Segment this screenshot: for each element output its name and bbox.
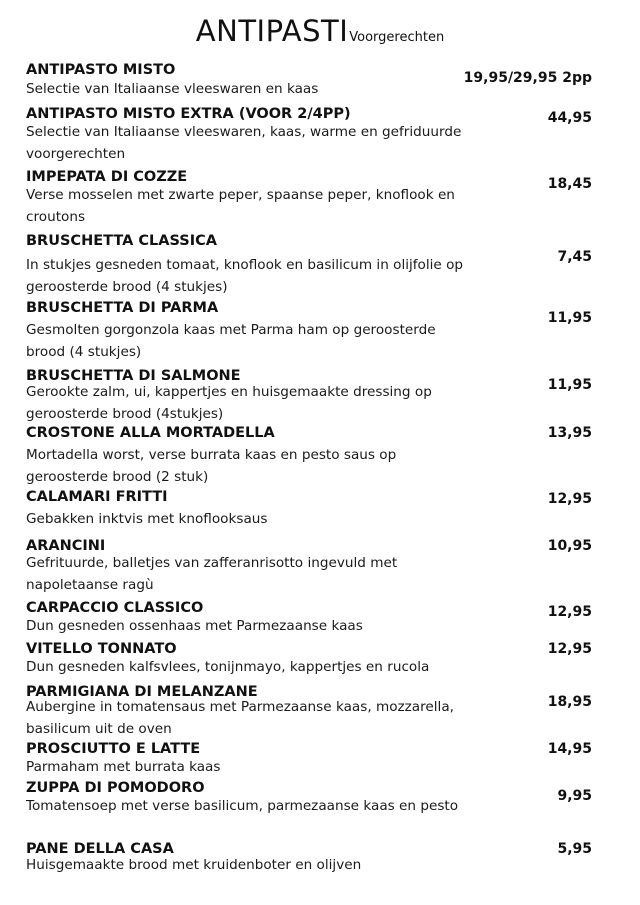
item-description: Verse mosselen met zwarte peper, spaanse peper, knoflook en croutons [26,187,455,225]
item-price: 11,95 [547,377,592,393]
item-price: 18,95 [547,694,592,710]
item-name: PROSCIUTTO E LATTE [26,741,201,757]
item-price: 18,45 [547,176,592,192]
item-price: 7,45 [557,249,592,265]
item-price: 5,95 [557,841,592,857]
item-name: PARMIGIANA DI MELANZANE [26,684,258,700]
item-description: Gebakken inktvis met knoflooksaus [26,511,268,527]
menu-header [0,14,640,48]
item-name: PANE DELLA CASA [26,841,174,857]
item-name: CARPACCIO CLASSICO [26,600,204,616]
item-price: 10,95 [547,538,592,554]
item-description: Huisgemaakte brood met kruidenboter en olijven [26,857,362,873]
page-subtitle: Voorgerechten [349,30,445,45]
page-title: ANTIPASTI [195,14,349,48]
item-price: 44,95 [547,110,592,126]
item-name: ZUPPA DI POMODORO [26,780,205,796]
item-description: Dun gesneden ossenhaas met Parmezaanse kaas [26,618,363,634]
item-description: Selectie van Italiaanse vleeswaren en kaas [26,81,319,97]
item-name: CALAMARI FRITTI [26,489,168,505]
item-description: Gesmolten gorgonzola kaas met Parma ham op geroosterde brood (4 stukjes) [26,322,436,360]
item-name: VITELLO TONNATO [26,641,177,657]
item-name: ARANCINI [26,538,106,554]
item-name: BRUSCHETTA DI PARMA [26,300,219,316]
item-description: Aubergine in tomatensaus met Parmezaanse kaas, mozzarella, basilicum uit de oven [26,699,454,737]
item-price: 12,95 [547,604,592,620]
item-price: 19,95/29,95 2pp [463,70,592,86]
item-description: Mortadella worst, verse burrata kaas en pesto saus op geroosterde brood (2 stuk) [26,447,397,485]
item-description: In stukjes gesneden tomaat, knoflook en basilicum in olijfolie op geroosterde brood (4 stukjes) [26,257,464,295]
item-description: Gerookte zalm, ui, kappertjes en huisgemaakte dressing op geroosterde brood (4stukjes) [26,384,432,422]
item-name: ANTIPASTO MISTO EXTRA (VOOR 2/4PP) [26,106,351,122]
item-name: BRUSCHETTA CLASSICA [26,233,217,249]
item-description: Parmaham met burrata kaas [26,759,221,775]
item-description: Dun gesneden kalfsvlees, tonijnmayo, kappertjes en rucola [26,659,430,675]
item-name: CROSTONE ALLA MORTADELLA [26,425,275,441]
item-name: BRUSCHETTA DI SALMONE [26,368,241,384]
item-price: 13,95 [547,425,592,441]
item-price: 11,95 [547,310,592,326]
item-price: 9,95 [557,788,592,804]
item-description: Gefrituurde, balletjes van zafferanrisotto ingevuld met napoletaanse ragù [26,555,398,593]
item-price: 12,95 [547,641,592,657]
item-description: Tomatensoep met verse basilicum, parmezaanse kaas en pesto [26,798,459,814]
item-price: 14,95 [547,741,592,757]
item-name: ANTIPASTO MISTO [26,62,176,78]
item-description: Selectie van Italiaanse vleeswaren, kaas, warme en gefriduurde voorgerechten [26,124,462,162]
item-name: IMPEPATA DI COZZE [26,169,188,185]
item-price: 12,95 [547,491,592,507]
